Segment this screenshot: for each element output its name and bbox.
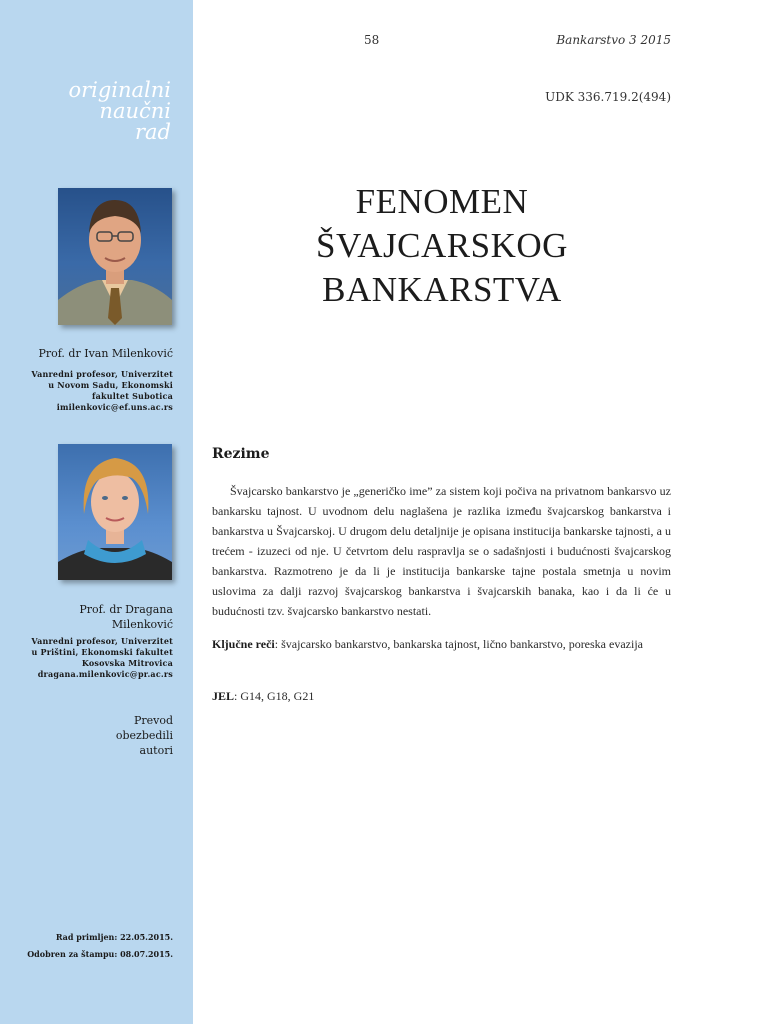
author-name: Prof. dr Ivan Milenković (38, 347, 173, 360)
udk-code: UDK 336.719.2(494) (545, 90, 671, 104)
abstract-heading: Rezime (212, 446, 270, 462)
title-line: ŠVAJCARSKOG (316, 226, 568, 265)
article-type (68, 80, 171, 143)
jel-label: JEL (212, 689, 235, 703)
affiliation-line: Vanredni profesor, Univerzitet (31, 369, 173, 379)
author-name-line: Prof. dr Dragana (79, 603, 173, 616)
affiliation-line: Kosovska Mitrovica (81, 658, 173, 668)
affiliation-line: u Prištini, Ekonomski fakultet (31, 647, 173, 657)
journal-name: Bankarstvo 3 2015 (556, 33, 671, 47)
jel-text: : G14, G18, G21 (234, 689, 315, 703)
author-affiliation (31, 636, 173, 680)
jel-codes (212, 686, 314, 706)
author-email[interactable]: dragana.milenkovic@pr.ac.rs (37, 669, 173, 679)
article-title (212, 180, 672, 312)
author-email[interactable]: imilenkovic@ef.uns.ac.rs (56, 402, 173, 412)
approved-date: Odobren za štampu: 08.07.2015. (27, 949, 173, 959)
keywords-label: Ključne reči (212, 637, 275, 651)
title-line: BANKARSTVA (322, 270, 562, 309)
page-number: 58 (364, 33, 380, 47)
author-affiliation (31, 369, 173, 413)
keywords (212, 634, 671, 654)
translation-line: autori (139, 744, 173, 757)
article-type-line: originalni (68, 78, 171, 102)
affiliation-line: Vanredni profesor, Univerzitet (31, 636, 173, 646)
keywords-text: : švajcarsko bankarstvo, bankarska tajnost, lično bankarstvo, poreska evazija (274, 637, 643, 651)
affiliation-line: u Novom Sadu, Ekonomski (48, 380, 173, 390)
abstract-body: Švajcarsko bankarstvo je „generičko ime” za sistem koji počiva na privatnom bankarsvo uz bankarsku tajnost. U uvodnom delu naglašena je razlika između švajcarskog bankarstva i bankarstva u Švajcarskoj. U drugom delu detaljnije je opisana institucija bankarske tajnosti, a u trećem - izuzeci od nje. U četvrtom delu raspravlja se o sadašnjosti i budućnosti švajcarskog bankarstva. Razmotreno je da li je institucija bankarske tajne postala smetnja u novim uslovima za dalji razvoj švajcarskog bankarstva i švajcarskih banaka, kao i da li će u budućnosti tzv. švajcarsko bankarstvo nestati. (212, 484, 671, 618)
sidebar (0, 0, 193, 1024)
translation-note (116, 713, 173, 758)
author-name-line: Milenković (111, 618, 173, 631)
author-photo-dragana (58, 444, 172, 580)
article-type-line: rad (134, 120, 171, 144)
title-line: FENOMEN (355, 182, 529, 221)
article-type-line: naučni (99, 99, 171, 123)
translation-line: Prevod (133, 714, 173, 727)
translation-line: obezbedili (115, 729, 173, 742)
received-date: Rad primljen: 22.05.2015. (55, 932, 173, 942)
affiliation-line: fakultet Subotica (91, 391, 173, 401)
author-name (79, 602, 173, 632)
author-photo-ivan (58, 188, 172, 325)
submission-dates (27, 929, 173, 963)
